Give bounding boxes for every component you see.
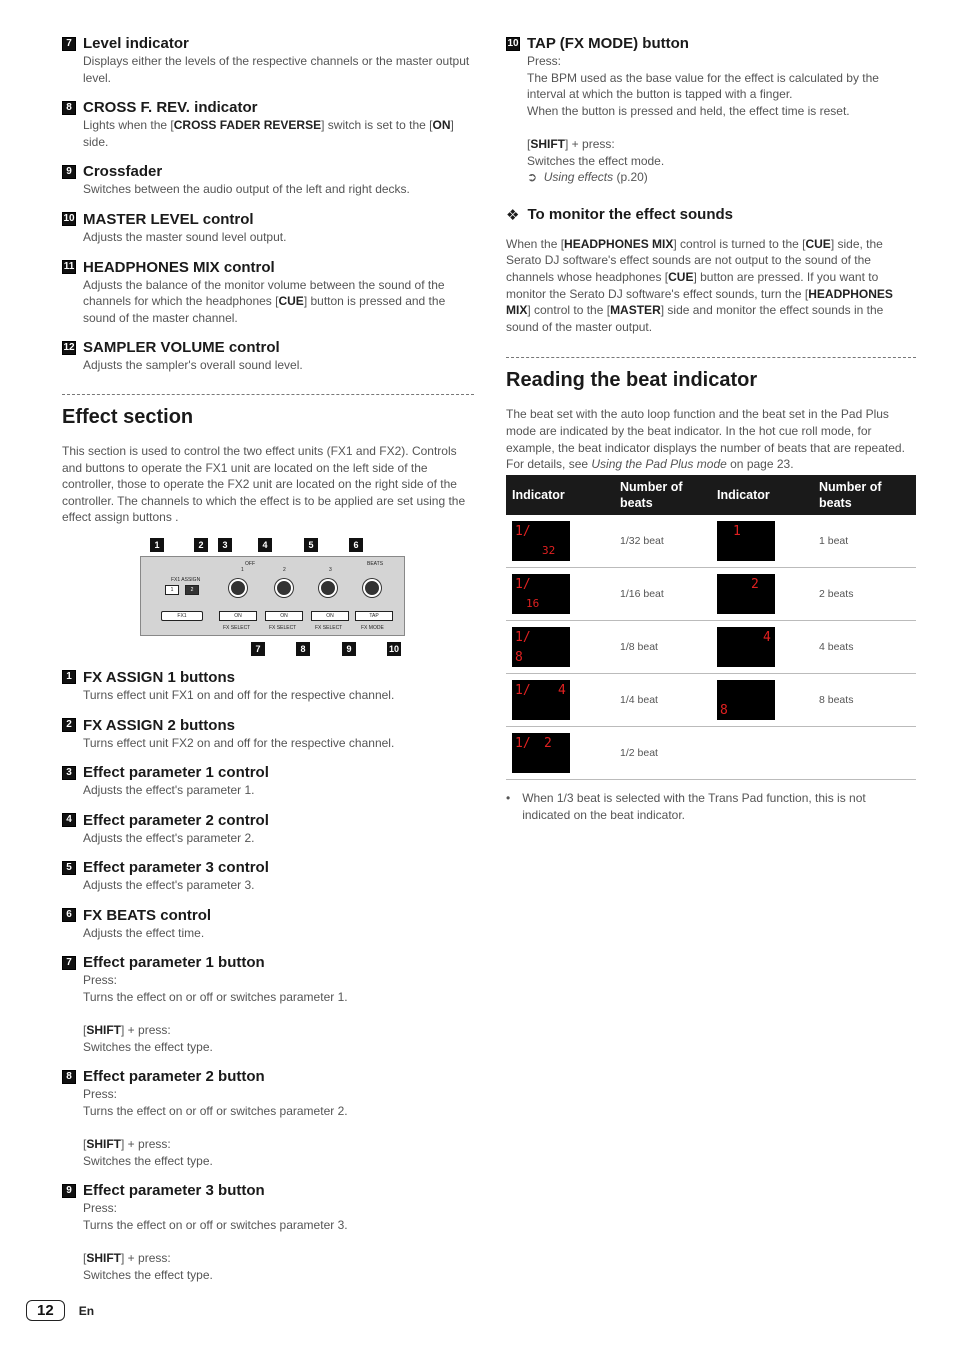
callout-5: 5: [304, 538, 318, 552]
beat-display: 1/ 16: [512, 574, 570, 614]
item-title: Level indicator: [83, 35, 189, 52]
beat-display: 1: [717, 521, 775, 561]
item-body: Press: Turns the effect on or off or switches parameter 3. [SHIFT] + press: Switches the effect type.: [83, 1201, 348, 1282]
item-title: MASTER LEVEL control: [83, 210, 254, 228]
item-number: 9: [62, 1184, 76, 1198]
beat-section-intro: The beat set with the auto loop function and the beat set in the Pad Plus mode are indicated by the beat indicator. In the hot cue roll mode, for example, the beat indicator displays the number of beats that are repeated.: [506, 407, 905, 455]
beats-cell: 1 beat: [813, 515, 916, 568]
effect-section-intro: This section is used to control the two effect units (FX1 and FX2). Controls and buttons to operate the FX1 unit are located on the left side of the controller, those to operate the FX2 unit are located on the right side of the controller. The channels to which the effect is to be applied are set using the effect assign buttons .: [62, 443, 466, 525]
effect-parameter-2-button: ON: [265, 611, 303, 621]
indicator-cell: [711, 621, 813, 674]
beats-cell: 1/8 beat: [614, 621, 711, 674]
item-title: Effect parameter 3 control: [83, 859, 269, 877]
item-crossfader: [62, 162, 474, 198]
callout-7: 7: [251, 642, 265, 656]
callout-2: 2: [194, 538, 208, 552]
fx1-assign-label: FX1 ASSIGN: [171, 576, 201, 583]
monitor-subtitle: ❖ To monitor the effect sounds: [506, 206, 734, 224]
section-divider: [506, 357, 916, 358]
item-body: Turns effect unit FX1 on and off for the respective channel.: [83, 687, 395, 702]
item-title: CROSS F. REV. indicator: [83, 99, 258, 117]
item-number: 8: [62, 101, 76, 115]
fx1-assign-button-1: 1: [165, 585, 179, 595]
beat-display: 1/ 2: [512, 733, 570, 773]
beats-cell: [813, 727, 916, 780]
language-label: En: [78, 1303, 95, 1318]
knob-3-label: 3: [329, 566, 332, 573]
fx1-assign-button-2: 2: [185, 585, 199, 595]
item-body: Press: The BPM used as the base value for the effect is calculated by the interval at which the button is tapped with a finger. When the button is pressed and held, the effect time is reset. [SHIFT] + press: Switches the effect mode. ➲ Using effects (p.20): [527, 54, 879, 185]
item-number: 7: [62, 37, 76, 51]
bullet-icon: •: [506, 791, 511, 806]
fx-beats-knob: [363, 579, 381, 597]
item-title: TAP (FX MODE) button: [527, 35, 689, 52]
beat-display: 2: [717, 574, 775, 614]
item-title: FX BEATS control: [83, 906, 212, 924]
effect-controls-diagram: [62, 538, 474, 658]
monitor-paragraph: When the [HEADPHONES MIX] control is turned to the [CUE] side, the Serato DJ software's effect sounds are not output to the sound of the channels whose headphones [CUE] button are pressed. If you want to monitor the Serato DJ software's effect sounds, turn the [HEADPHONES MIX] control to the [MASTER] side and monitor the effect sounds in the sound of the master output.: [506, 236, 893, 334]
item-headphones-mix-control: [62, 258, 474, 327]
item-number: 3: [62, 766, 76, 780]
beat-display: 1/ 4: [512, 680, 570, 720]
beat-display: 4: [717, 627, 775, 667]
effect-parameter-1-knob: [229, 579, 247, 597]
reference-link[interactable]: Using effects: [543, 170, 614, 185]
item-title: Effect parameter 3 button: [83, 1182, 265, 1200]
item-title: Effect parameter 2 button: [83, 1068, 265, 1086]
item-effect-parameter-1-button: [62, 953, 474, 1055]
item-title: FX ASSIGN 1 buttons: [83, 668, 235, 686]
item-sampler-volume-control: [62, 338, 474, 374]
beats-cell: 1/16 beat: [614, 568, 711, 621]
beats-label: BEATS: [367, 560, 384, 567]
item-number: 6: [62, 908, 76, 922]
item-number: 4: [62, 813, 76, 827]
table-header-cell: Indicator: [711, 475, 813, 515]
fx-select-label-3: FX SELECT: [315, 624, 343, 631]
tap-button: TAP: [355, 611, 393, 621]
item-number: 12: [63, 341, 75, 353]
page-number: 12: [26, 1300, 65, 1321]
effect-parameter-3-knob: [319, 579, 337, 597]
indicator-cell: [506, 674, 614, 727]
off-label: OFF: [245, 560, 255, 567]
beat-display: 1/ 8: [512, 627, 570, 667]
table-header-row: [506, 475, 916, 515]
knob-2-label: 2: [283, 566, 286, 573]
beat-display: 8: [717, 680, 775, 720]
right-column: [506, 34, 916, 823]
item-body: Press: Turns the effect on or off or switches parameter 1. [SHIFT] + press: Switches the effect type.: [83, 973, 348, 1054]
item-body: Lights when the [CROSS FADER REVERSE] switch is set to the [ON] side.: [83, 118, 454, 149]
callout-4: 4: [258, 538, 272, 552]
callout-10: 10: [388, 643, 399, 654]
callout-6: 6: [349, 538, 363, 552]
beats-cell: 1/2 beat: [614, 727, 711, 780]
fx-select-label-2: FX SELECT: [269, 624, 297, 631]
table-row: [506, 727, 916, 780]
item-number: 5: [62, 861, 76, 875]
item-body: Turns effect unit FX2 on and off for the respective channel.: [83, 735, 395, 750]
left-column: [62, 34, 474, 1295]
fx1-label-button: FX1: [161, 611, 203, 621]
item-title: FX ASSIGN 2 buttons: [83, 716, 235, 734]
item-body: Adjusts the balance of the monitor volume between the sound of the channels for which the headphones [CUE] button is pressed and the sound of the master channel.: [83, 277, 446, 325]
table-row: [506, 674, 916, 727]
item-level-indicator: [62, 34, 474, 86]
item-effect-parameter-3-button: [62, 1181, 474, 1283]
beats-cell: 4 beats: [813, 621, 916, 674]
item-number: 11: [63, 261, 75, 273]
indicator-cell: [711, 515, 813, 568]
item-body: Adjusts the master sound level output.: [83, 229, 287, 244]
item-body: Press: Turns the effect on or off or switches parameter 2. [SHIFT] + press: Switches the effect type.: [83, 1087, 348, 1168]
fx-mode-label: FX MODE: [361, 624, 384, 631]
item-master-level-control: [62, 210, 474, 246]
beat-section-title: Reading the beat indicator: [506, 369, 758, 392]
item-body: Adjusts the sampler's overall sound level.: [83, 358, 303, 373]
item-title: Crossfader: [83, 163, 163, 181]
item-body: Adjusts the effect time.: [83, 925, 205, 940]
item-number: 10: [63, 213, 75, 225]
item-title: Effect parameter 1 control: [83, 764, 269, 782]
callout-3: 3: [218, 538, 232, 552]
item-title: SAMPLER VOLUME control: [83, 339, 280, 357]
table-row: [506, 515, 916, 568]
controller-panel: [140, 556, 405, 636]
item-title: HEADPHONES MIX control: [83, 258, 275, 276]
reference-arrow-icon: ➲: [527, 170, 538, 185]
item-number: 9: [62, 165, 76, 179]
indicator-cell: [711, 727, 813, 780]
item-number: 7: [62, 956, 76, 970]
item-effect-parameter-2-button: [62, 1067, 474, 1169]
item-title: Effect parameter 1 button: [83, 954, 265, 972]
table-header-cell: Number of beats: [614, 475, 711, 515]
fx-select-label-1: FX SELECT: [223, 624, 251, 631]
table-row: [506, 568, 916, 621]
item-number: 1: [62, 670, 76, 684]
page-footer: [26, 1300, 94, 1321]
indicator-cell: [711, 568, 813, 621]
table-row: [506, 621, 916, 674]
item-effect-parameter-2-control: [62, 811, 474, 847]
note-bullet: • When 1/3 beat is selected with the Trans Pad function, this is not indicated on the beat indicator.: [506, 791, 866, 822]
item-fx-assign-1-buttons: [62, 668, 474, 704]
beat-indicator-table: [506, 475, 916, 781]
item-body: Switches between the audio output of the left and right decks.: [83, 182, 410, 197]
beat-display: 1/ 32: [512, 521, 570, 561]
pad-plus-link[interactable]: Using the Pad Plus mode: [591, 457, 727, 472]
knob-1-label: 1: [241, 566, 244, 573]
item-tap-fx-mode-button: [506, 34, 916, 186]
beats-cell: 1/32 beat: [614, 515, 711, 568]
item-number: 8: [62, 1070, 76, 1084]
item-cross-f-rev-indicator: [62, 98, 474, 150]
item-fx-assign-2-buttons: [62, 716, 474, 752]
item-body: Adjusts the effect's parameter 3.: [83, 878, 255, 893]
indicator-cell: [506, 727, 614, 780]
item-effect-parameter-1-control: [62, 763, 474, 799]
item-fx-beats-control: [62, 906, 474, 942]
effect-parameter-2-knob: [275, 579, 293, 597]
item-number: 10: [507, 37, 519, 49]
effect-parameter-3-button: ON: [311, 611, 349, 621]
item-effect-parameter-3-control: [62, 858, 474, 894]
beats-cell: 2 beats: [813, 568, 916, 621]
beat-section-details: For details, see Using the Pad Plus mode on page 23.: [506, 457, 794, 472]
indicator-cell: [711, 674, 813, 727]
item-body: Adjusts the effect's parameter 1.: [83, 783, 255, 798]
section-divider: [62, 394, 474, 395]
beats-cell: 1/4 beat: [614, 674, 711, 727]
table-header-cell: Number of beats: [813, 475, 916, 515]
callout-1: 1: [150, 538, 164, 552]
indicator-cell: [506, 515, 614, 568]
item-body: Adjusts the effect's parameter 2.: [83, 830, 255, 845]
effect-section-title: Effect section: [62, 405, 194, 428]
beats-cell: 8 beats: [813, 674, 916, 727]
indicator-cell: [506, 621, 614, 674]
item-title: Effect parameter 2 control: [83, 811, 269, 829]
callout-9: 9: [342, 642, 356, 656]
item-body: Displays either the levels of the respective channels or the master output level.: [83, 54, 470, 85]
table-header-cell: Indicator: [506, 475, 614, 515]
item-number: 2: [62, 718, 76, 732]
callout-8: 8: [296, 642, 310, 656]
indicator-cell: [506, 568, 614, 621]
diamond-bullet-icon: ❖: [506, 206, 520, 224]
effect-parameter-1-button: ON: [219, 611, 257, 621]
